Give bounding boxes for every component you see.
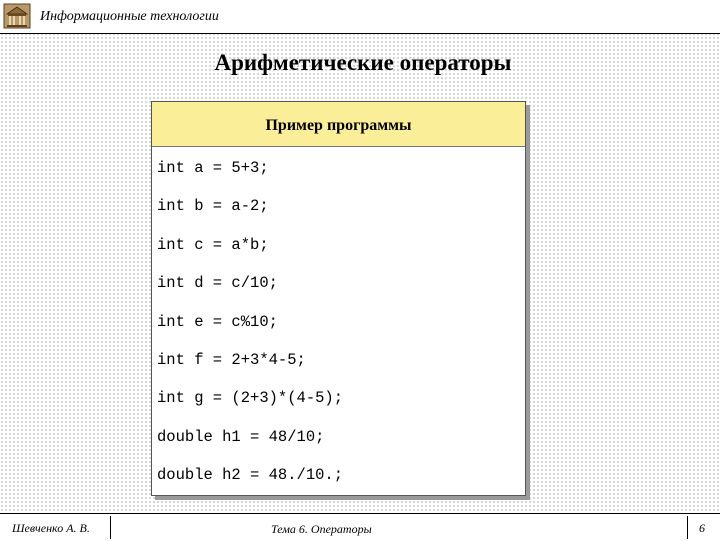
- code-line: double h1 = 48/10;: [157, 427, 325, 446]
- example-title: Пример программы: [265, 117, 412, 134]
- footer-bar: [0, 513, 720, 541]
- code-line: int d = c/10;: [157, 274, 278, 293]
- page-number: 6: [699, 521, 705, 535]
- footer-author: Шевченко А. В.: [12, 521, 90, 535]
- code-line: int a = 5+3;: [157, 159, 269, 177]
- example-box: [151, 101, 526, 496]
- code-listing: [157, 158, 343, 504]
- header-bar: [0, 0, 720, 34]
- code-line: double h2 = 48./10.;: [157, 466, 344, 485]
- code-line: int g = (2+3)*(4-5);: [157, 389, 344, 408]
- code-line: int f = 2+3*4-5;: [157, 350, 306, 369]
- example-header: [152, 102, 525, 147]
- building-icon: [3, 3, 31, 29]
- footer-topic: Тема 6. Операторы: [271, 522, 372, 536]
- code-line: int c = a*b;: [157, 235, 269, 254]
- slide-title: Арифметические операторы: [214, 50, 512, 75]
- header-title: Информационные технологии: [40, 9, 219, 24]
- footer-divider: [110, 516, 111, 539]
- code-line: int b = a-2;: [157, 197, 269, 216]
- code-line: int e = c%10;: [157, 312, 278, 331]
- footer-divider: [687, 516, 688, 539]
